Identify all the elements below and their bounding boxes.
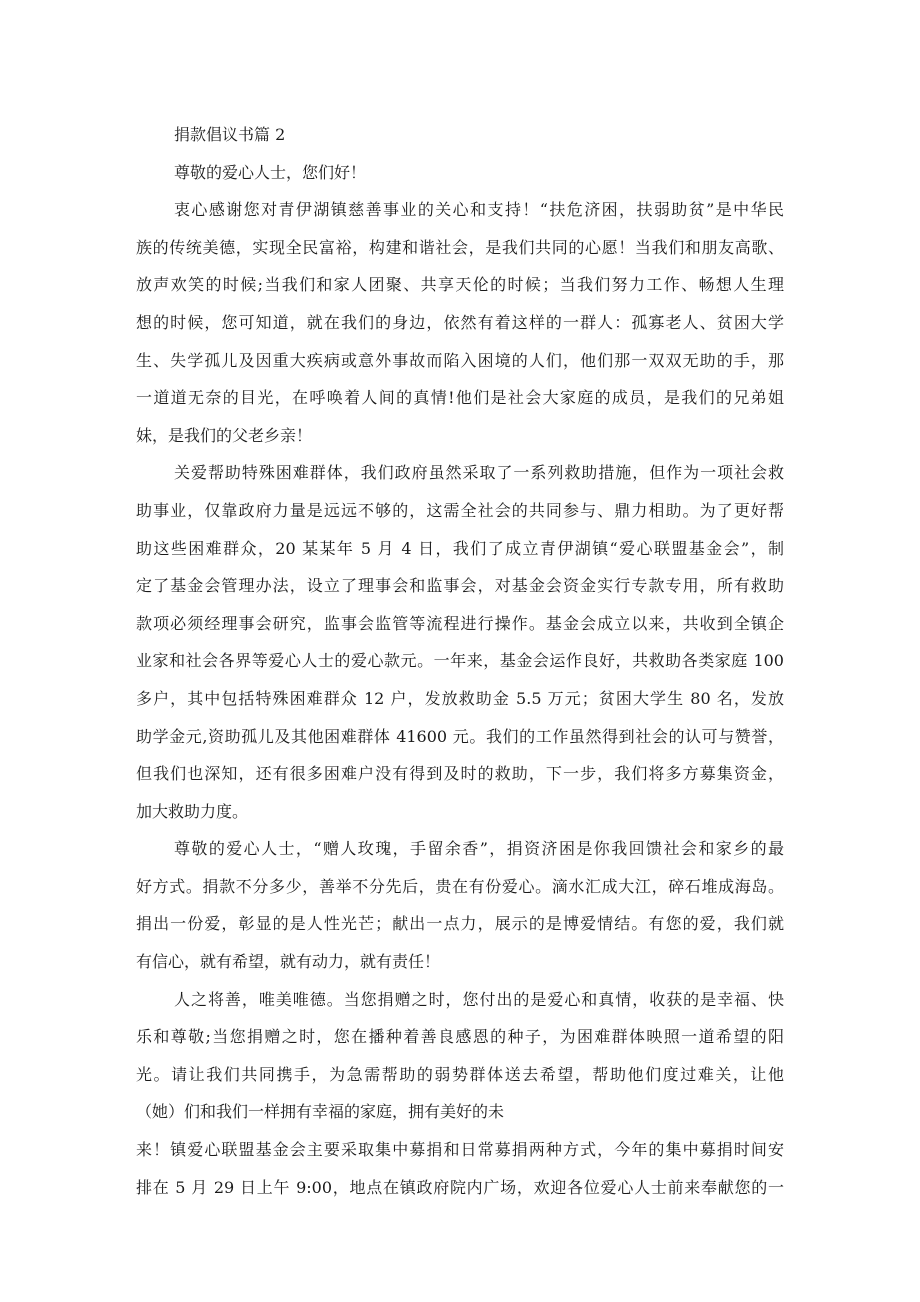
paragraph-line: 多户，其中包括特殊困难群众 12 户，发放救助金 5.5 万元；贫困大学生 80 名，发放 [136,688,784,708]
paragraph-line: 衷心感谢您对青伊湖镇慈善事业的关心和支持！“扶危济困，扶弱助贫”是中华民 [174,200,784,220]
document-body [136,116,784,1206]
paragraph-line: 光。请让我们共同携手，为急需帮助的弱势群体送去希望，帮助他们度过难关，让他 [136,1064,784,1084]
paragraph-line: 排在 5 月 29 日上午 9:00，地点在镇政府院内广场，欢迎各位爱心人士前来奉献您的一 [136,1177,784,1197]
paragraph-line: 捐出一份爱，彰显的是人性光芒；献出一点力，展示的是博爱情结。有您的爱，我们就 [136,914,784,934]
paragraph-line: 人之将善，唯美唯德。当您捐赠之时，您付出的是爱心和真情，收获的是幸福、快 [174,989,784,1009]
paragraph-line: 助事业，仅靠政府力量是远远不够的，这需全社会的共同参与、鼎力相助。为了更好帮 [136,500,784,520]
document-heading: 捐款倡议书篇 2 [174,125,286,144]
paragraph-line: 定了基金会管理办法，设立了理事会和监事会，对基金会资金实行专款专用，所有救助 [136,576,784,596]
paragraph-line: 乐和尊敬;当您捐赠之时，您在播种着善良感恩的种子，为困难群体映照一道希望的阳 [136,1027,784,1047]
paragraph-line: 助这些困难群众，20 某某年 5 月 4 日，我们了成立青伊湖镇“爱心联盟基金会”，制 [136,538,784,558]
paragraph-line: 妹，是我们的父老乡亲！ [136,425,313,445]
paragraph-line: 有信心，就有希望，就有动力，就有责任！ [136,952,441,972]
paragraph-line: 一道道无奈的目光，在呼唤着人间的真情!他们是社会大家庭的成员，是我们的兄弟姐 [136,388,784,408]
paragraph-line: 尊敬的爱心人士，“赠人玫瑰，手留余香”，捐资济困是你我回馈社会和家乡的最 [174,839,784,859]
paragraph-line: 想的时候，您可知道，就在我们的身边，依然有着这样的一群人：孤寡老人、贫困大学 [136,312,784,332]
paragraph-line: 助学金元,资助孤儿及其他困难群体 41600 元。我们的工作虽然得到社会的认可与赞誉， [136,726,784,746]
paragraph-line: 业家和社会各界等爱心人士的爱心款元。一年来，基金会运作良好，共救助各类家庭 100 [136,651,784,671]
paragraph-line: （她）们和我们一样拥有幸福的家庭，拥有美好的未 [136,1102,505,1122]
paragraph-line: 加大救助力度。 [136,801,249,821]
paragraph-line: 好方式。捐款不分多少，善举不分先后，贵在有份爱心。滴水汇成大江，碎石堆成海岛。 [136,876,784,896]
paragraph-line: 族的传统美德，实现全民富裕，构建和谐社会，是我们共同的心愿！当我们和朋友高歌、 [136,237,784,257]
paragraph-line: 放声欢笑的时候;当我们和家人团聚、共享天伦的时候；当我们努力工作、畅想人生理 [136,275,784,295]
paragraph-line: 款项必须经理事会研究，监事会监管等流程进行操作。基金会成立以来，共收到全镇企 [136,613,784,633]
greeting: 尊敬的爱心人士，您们好！ [174,162,367,182]
paragraph-line: 但我们也深知，还有很多困难户没有得到及时的救助，下一步，我们将多方募集资金， [136,764,784,784]
paragraph-line: 生、失学孤儿及因重大疾病或意外事故而陷入困境的人们，他们那一双双无助的手，那 [136,350,784,370]
paragraph-line: 关爱帮助特殊困难群体，我们政府虽然采取了一系列救助措施，但作为一项社会救 [174,463,784,483]
paragraph-line: 来！镇爱心联盟基金会主要采取集中募捐和日常募捐两种方式，今年的集中募捐时间安 [136,1140,784,1160]
